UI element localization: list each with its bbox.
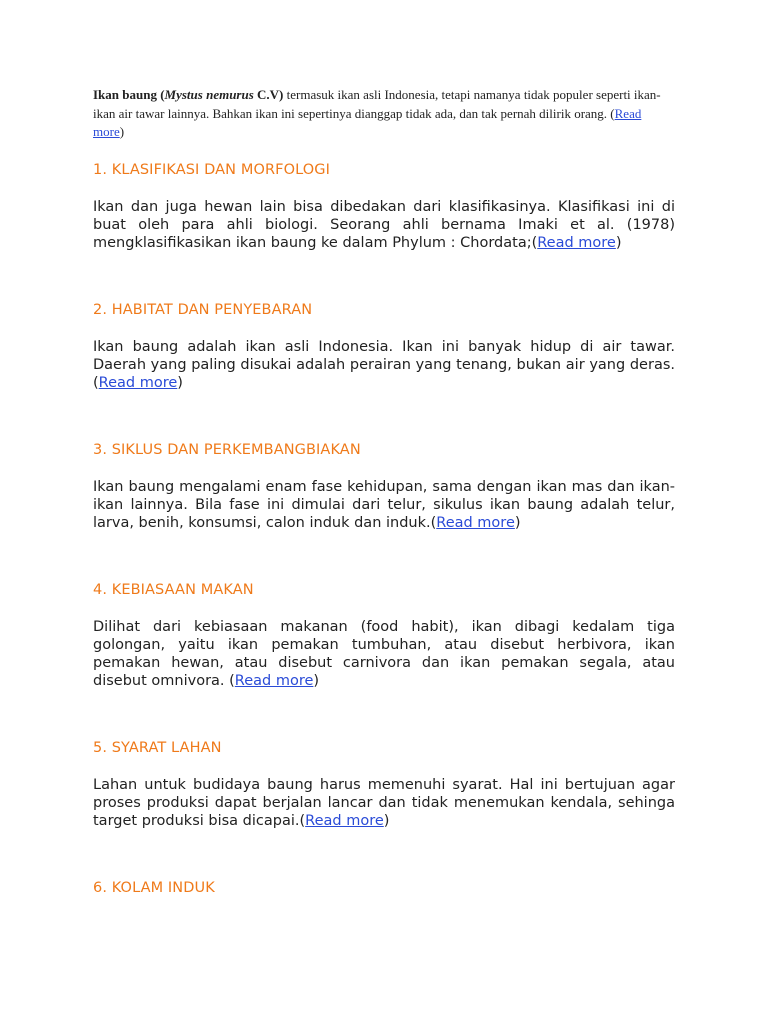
intro-species-name: Mystus nemurus — [164, 87, 254, 102]
section-4-title: 4. KEBIASAAN MAKAN — [93, 581, 254, 598]
section-2-title: 2. HABITAT DAN PENYEBARAN — [93, 301, 313, 318]
document-page — [93, 86, 675, 896]
intro-lead-name: Ikan baung ( — [93, 87, 165, 102]
section-2-text: Ikan baung adalah ikan asli Indonesia. Ikan ini banyak hidup di air tawar. Daerah yang paling disukai adalah perairan yang tenang, bukan air yang deras. ( — [93, 338, 675, 391]
section-2-read-more-link[interactable]: Read more — [98, 374, 178, 391]
intro-text: termasuk ikan asli Indonesia, tetapi namanya tidak populer seperti ikan-ikan air tawar lainnya. Bahkan ikan ini sepertinya dianggap tidak ada, dan tak pernah dilirik orang. ( — [93, 87, 661, 121]
section-5-body — [93, 776, 675, 830]
section-3-body — [93, 478, 675, 532]
intro-lead-author: C.V) — [253, 87, 284, 102]
section-4-text: Dilihat dari kebiasaan makanan (food habit), ikan dibagi kedalam tiga golongan, yaitu ikan pemakan tumbuhan, atau disebut herbivora, ikan pemakan hewan, atau disebut carnivora dan ikan pemakan segala, atau disebut omnivora. ( — [93, 618, 675, 689]
section-1-title: 1. KLASIFIKASI DAN MORFOLOGI — [93, 161, 330, 178]
section-2-close-paren: ) — [177, 374, 183, 391]
section-1-body — [93, 198, 675, 252]
section-3-text: Ikan baung mengalami enam fase kehidupan, sama dengan ikan mas dan ikan-ikan lainnya. Bila fase ini dimulai dari telur, sikulus ikan baung adalah telur, larva, benih, konsumsi, calon induk dan induk.( — [93, 478, 675, 531]
section-1-read-more-link[interactable]: Read more — [537, 234, 616, 251]
section-4-read-more-link[interactable]: Read more — [234, 672, 314, 689]
section-5-close-paren: ) — [383, 812, 390, 829]
section-1-text: Ikan dan juga hewan lain bisa dibedakan dari klasifikasinya. Klasifikasi ini di buat oleh para ahli biologi. Seorang ahli bernama Imaki et al. (1978) mengklasifikasikan ikan baung ke dalam Phylum : Chordata;( — [93, 198, 675, 251]
section-3-read-more-link[interactable]: Read more — [436, 514, 515, 531]
section-2-body — [93, 338, 675, 392]
intro-read-more-link[interactable]: Read more — [93, 105, 642, 139]
section-3-close-paren: ) — [514, 514, 521, 531]
section-1-close-paren: ) — [615, 234, 622, 251]
section-5-title: 5. SYARAT LAHAN — [93, 739, 222, 756]
intro-lead — [93, 87, 283, 102]
section-4-body — [93, 618, 675, 690]
intro-paragraph — [93, 86, 675, 142]
section-5-read-more-link[interactable]: Read more — [305, 812, 384, 829]
section-3-title: 3. SIKLUS DAN PERKEMBANGBIAKAN — [93, 441, 361, 458]
section-4-close-paren: ) — [313, 672, 320, 689]
section-5-text: Lahan untuk budidaya baung harus memenuhi syarat. Hal ini bertujuan agar proses produksi dapat berjalan lancar dan tidak menemukan kendala, sehinga target produksi bisa dicapai.( — [93, 776, 675, 829]
section-6-title: 6. KOLAM INDUK — [93, 879, 215, 896]
intro-close-paren: ) — [119, 124, 125, 139]
